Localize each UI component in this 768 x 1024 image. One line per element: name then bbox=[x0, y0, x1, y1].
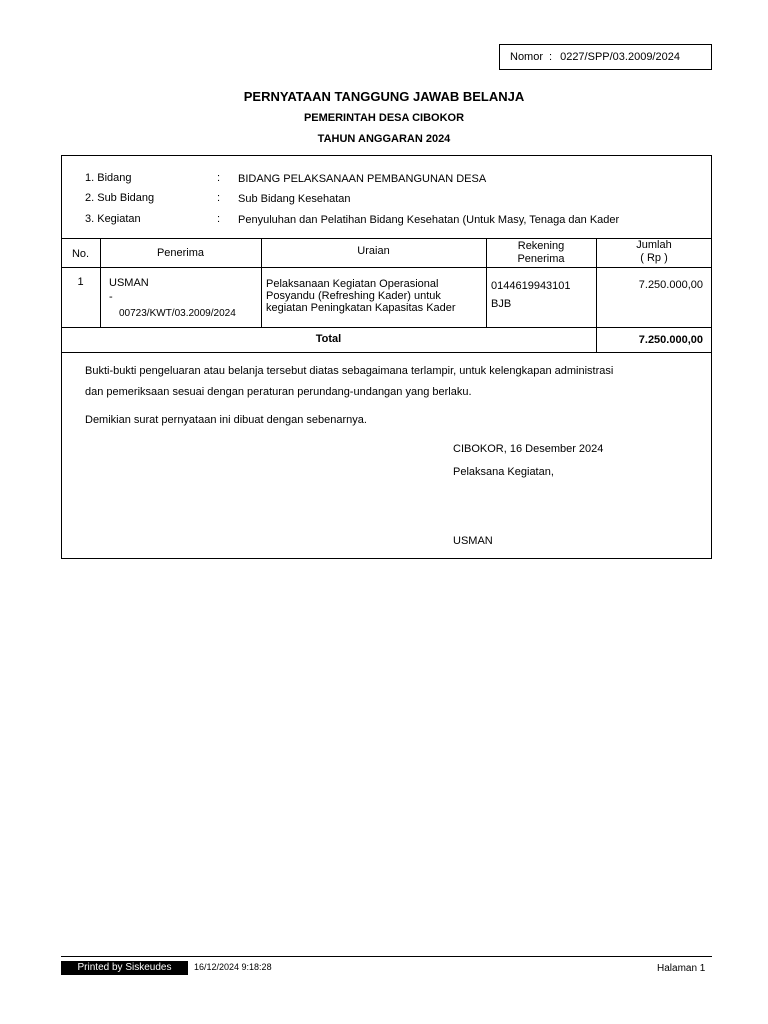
info-value: BIDANG PELAKSANAAN PEMBANGUNAN DESA bbox=[238, 173, 487, 185]
row-rekening-number: 0144619943101 bbox=[491, 280, 571, 292]
info-value: Sub Bidang Kesehatan bbox=[238, 193, 351, 205]
info-colon: : bbox=[217, 172, 221, 184]
row-uraian-line: kegiatan Peningkatan Kapasitas Kader bbox=[266, 302, 456, 314]
table-row-border bbox=[61, 327, 712, 328]
nomor-separator: : bbox=[549, 51, 553, 63]
document-number-box bbox=[499, 44, 712, 70]
fiscal-year-line: TAHUN ANGGARAN 2024 bbox=[317, 133, 451, 145]
info-colon: : bbox=[217, 192, 221, 204]
table-header-border bbox=[61, 267, 712, 268]
table-total-border bbox=[61, 352, 712, 353]
document-subtitle: PEMERINTAH DESA CIBOKOR bbox=[303, 112, 465, 124]
row-rekening-bank: BJB bbox=[491, 298, 512, 310]
info-colon: : bbox=[217, 213, 221, 225]
document-title: PERNYATAAN TANGGUNG JAWAB BELANJA bbox=[243, 89, 525, 104]
row-uraian-line: Posyandu (Refreshing Kader) untuk bbox=[266, 290, 441, 302]
statement-closing: Demikian surat pernyataan ini dibuat dengan sebenarnya. bbox=[85, 414, 367, 426]
signature-role: Pelaksana Kegiatan, bbox=[453, 466, 554, 478]
footer-divider bbox=[61, 956, 712, 957]
header-jumlah-line2: ( Rp ) bbox=[640, 252, 668, 264]
info-label: 3. Kegiatan bbox=[85, 213, 141, 225]
header-rekening-line1: Rekening bbox=[517, 240, 565, 252]
statement-line: Bukti-bukti pengeluaran atau belanja tersebut diatas sebagaimana terlampir, untuk kelengkapan administrasi bbox=[85, 365, 614, 377]
nomor-label: Nomor bbox=[510, 51, 544, 63]
page-number: Halaman 1 bbox=[657, 963, 706, 974]
row-uraian-line: Pelaksanaan Kegiatan Operasional bbox=[266, 278, 439, 290]
printed-by-badge: Printed by Siskeudes bbox=[61, 961, 188, 975]
row-penerima-ref: 00723/KWT/03.2009/2024 bbox=[119, 308, 236, 319]
header-uraian: Uraian bbox=[357, 245, 390, 257]
signature-name: USMAN bbox=[453, 535, 493, 547]
info-label: 1. Bidang bbox=[85, 172, 132, 184]
info-label: 2. Sub Bidang bbox=[85, 192, 155, 204]
info-value: Penyuluhan dan Pelatihan Bidang Kesehatan (Untuk Masy, Tenaga dan Kader bbox=[238, 214, 620, 226]
row-penerima-dash: - bbox=[109, 291, 113, 303]
print-datetime: 16/12/2024 9:18:28 bbox=[194, 962, 272, 972]
header-jumlah-line1: Jumlah bbox=[636, 239, 672, 251]
header-penerima: Penerima bbox=[156, 247, 205, 259]
nomor-value: 0227/SPP/03.2009/2024 bbox=[560, 51, 680, 63]
row-penerima-name: USMAN bbox=[109, 277, 149, 289]
total-label: Total bbox=[315, 333, 342, 345]
statement-line: dan pemeriksaan sesuai dengan peraturan perundang-undangan yang berlaku. bbox=[85, 386, 472, 398]
total-value: 7.250.000,00 bbox=[638, 334, 703, 346]
row-jumlah: 7.250.000,00 bbox=[638, 279, 703, 291]
row-no: 1 bbox=[77, 276, 84, 288]
signature-place-date: CIBOKOR, 16 Desember 2024 bbox=[453, 443, 604, 455]
header-rekening-line2: Penerima bbox=[517, 253, 565, 265]
header-no: No. bbox=[71, 248, 90, 260]
